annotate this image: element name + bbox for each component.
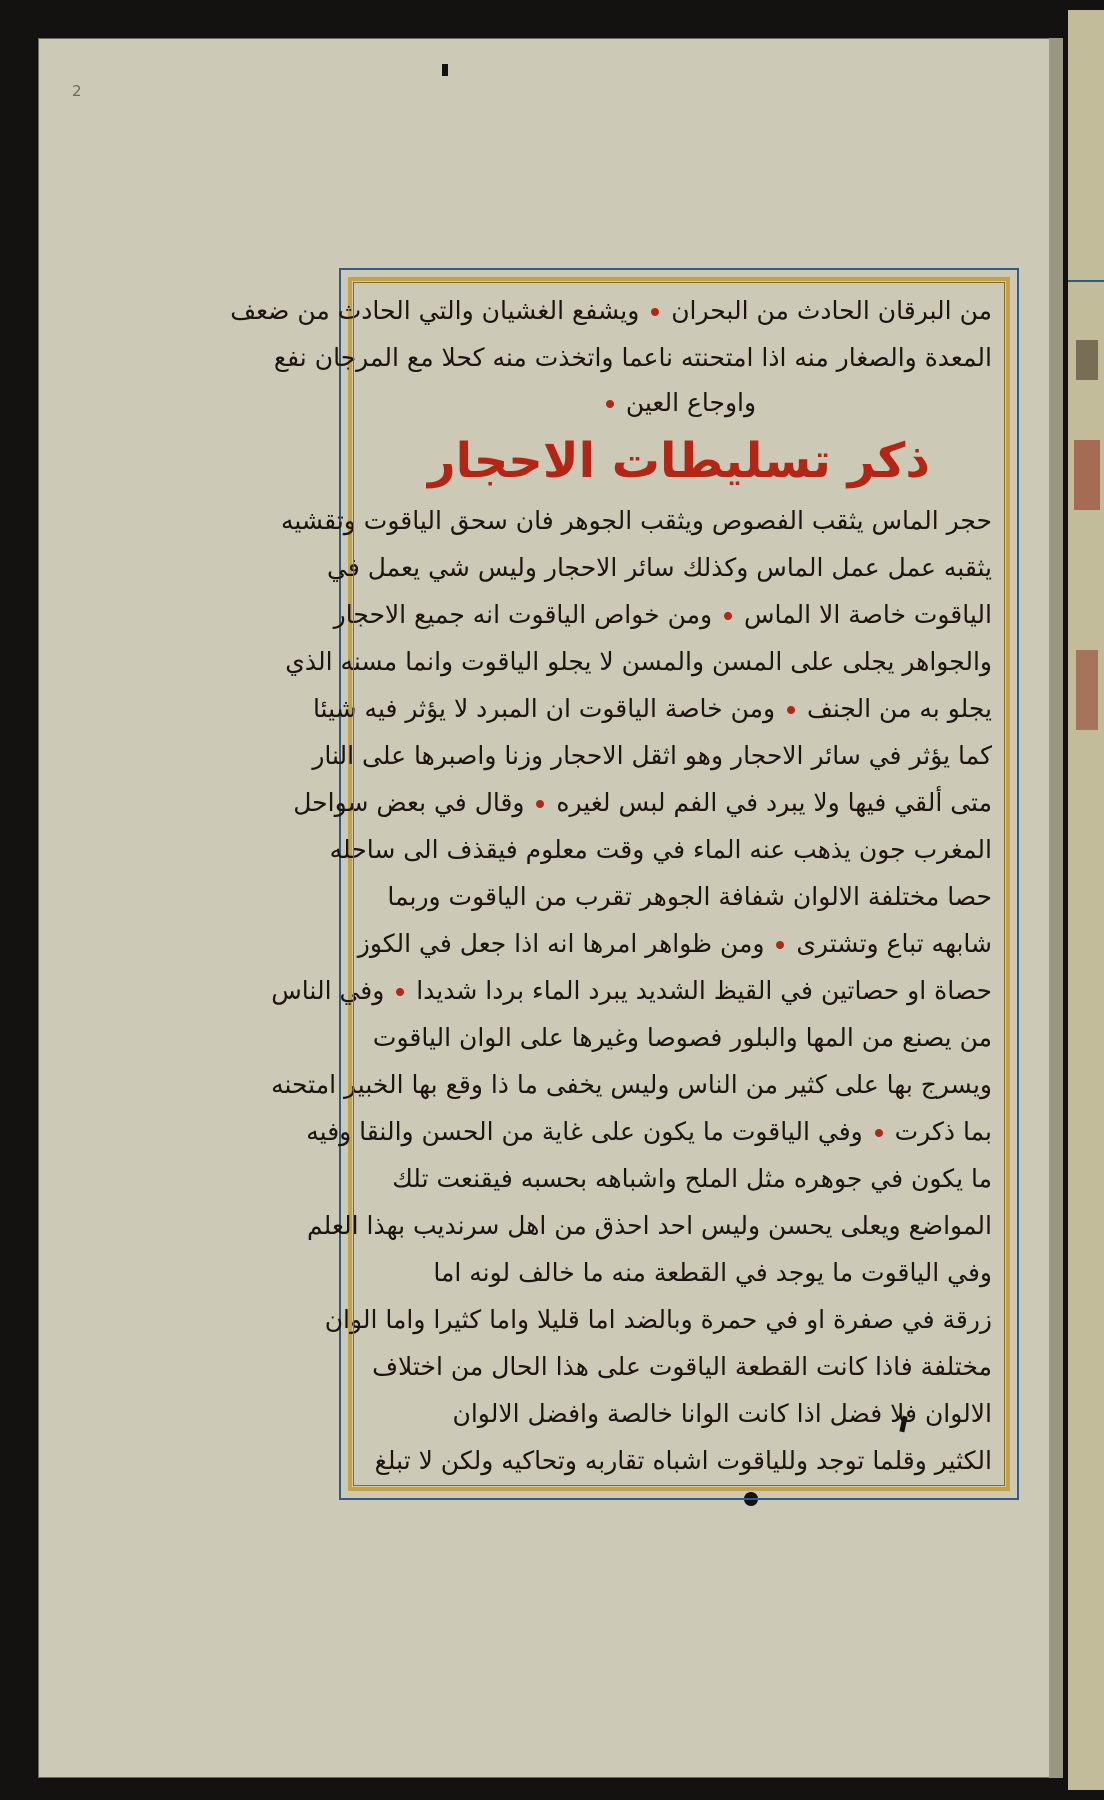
red-verse-dot <box>536 800 544 808</box>
red-verse-dot <box>396 988 404 996</box>
adjacent-page-ink <box>1076 340 1098 380</box>
red-verse-dot <box>606 400 614 408</box>
text-line: المعدة والصغار منه اذا امتحنته ناعما واتخذت منه كحلا مع المرجان نفع <box>273 343 992 372</box>
text-line: حجر الماس يثقب الفصوص ويثقب الجوهر فان سحق الياقوت وتقشيه <box>280 506 992 535</box>
red-verse-dot <box>875 1129 883 1137</box>
text-line: الكثير وقلما توجد وللياقوت اشباه تقاربه وتحاكيه ولكن لا تبلغ <box>374 1446 992 1475</box>
text-line: يثقبه عمل عمل الماس وكذلك سائر الاحجار وليس شي يعمل في <box>327 553 992 582</box>
text-line: الالوان فلا فضل اذا كانت الوانا خالصة وافضل الالوان <box>452 1399 992 1428</box>
text-line: ويسرج بها على كثير من الناس وليس يخفى ما ذا وقع بها الخبير امتحنه <box>271 1070 992 1099</box>
text-line: زرقة في صفرة او في حمرة وبالضد اما قليلا واما كثيرا واما الوان <box>324 1305 992 1334</box>
text-line: يجلو به من الجنف ومن خاصة الياقوت ان المبرد لا يؤثر فيه شيئا <box>312 694 992 723</box>
ink-blot <box>442 64 448 76</box>
text-line: والجواهر يجلى على المسن والمسن لا يجلو الياقوت وانما مسنه الذي <box>285 647 992 676</box>
adjacent-page-edge <box>1068 10 1104 1790</box>
adjacent-page-red-ink <box>1074 440 1100 510</box>
main-text-block <box>230 287 992 1484</box>
adjacent-page-red-ink <box>1076 650 1098 730</box>
text-line: الياقوت خاصة الا الماس ومن خواص الياقوت انه جميع الاحجار <box>333 600 992 629</box>
text-line: حصاة او حصاتين في القيظ الشديد يبرد الماء بردا شديدا وفي الناس <box>271 976 992 1005</box>
chapter-heading: ذكر تسليطات الاحجار <box>428 433 930 489</box>
text-frame-gold-rule <box>230 277 1010 1491</box>
text-frame <box>230 268 1019 1500</box>
text-line: شابهه تباع وتشترى ومن ظواهر امرها انه اذا جعل في الكوز <box>357 929 992 958</box>
subheading-line: واوجاع العين <box>366 381 992 425</box>
page-gutter-shadow <box>1049 38 1063 1778</box>
adjacent-page-rule <box>1068 280 1104 282</box>
text-line: من البرقان الحادث من البحران ويشفع الغشيان والتي الحادث من ضعف <box>230 296 992 325</box>
red-verse-dot <box>724 612 732 620</box>
manuscript-page <box>38 38 1063 1778</box>
text-line: من يصنع من المها والبلور فصوصا وغيرها على الوان الياقوت <box>372 1023 992 1052</box>
text-line: مختلفة فاذا كانت القطعة الياقوت على هذا الحال من اختلاف <box>372 1352 992 1381</box>
text-line: المغرب جون يذهب عنه الماء في وقت معلوم فيقذف الى ساحله <box>329 835 992 864</box>
text-line: بما ذكرت وفي الياقوت ما يكون على غاية من الحسن والنقا وفيه <box>306 1117 992 1146</box>
red-verse-dot <box>787 706 795 714</box>
text-line: ما يكون في جوهره مثل الملح واشباهه بحسبه فيقنعت تلك <box>392 1164 992 1193</box>
red-verse-dot <box>776 941 784 949</box>
text-line: كما يؤثر في سائر الاحجار وهو اثقل الاحجار وزنا واصبرها على النار <box>312 741 992 770</box>
body-text <box>271 497 992 1484</box>
folio-number: 2 <box>72 82 82 100</box>
red-verse-dot <box>651 308 659 316</box>
text-line: متى ألقي فيها ولا يبرد في الفم لبس لغيره وقال في بعض سواحل <box>293 788 992 817</box>
text-line: المواضع ويعلى يحسن وليس احد احذق من اهل سرنديب بهذا العلم <box>307 1211 992 1240</box>
text-line: حصا مختلفة الالوان شفافة الجوهر تقرب من الياقوت وربما <box>387 882 992 911</box>
text-line: وفي الياقوت ما يوجد في القطعة منه ما خالف لونه اما <box>433 1258 992 1287</box>
